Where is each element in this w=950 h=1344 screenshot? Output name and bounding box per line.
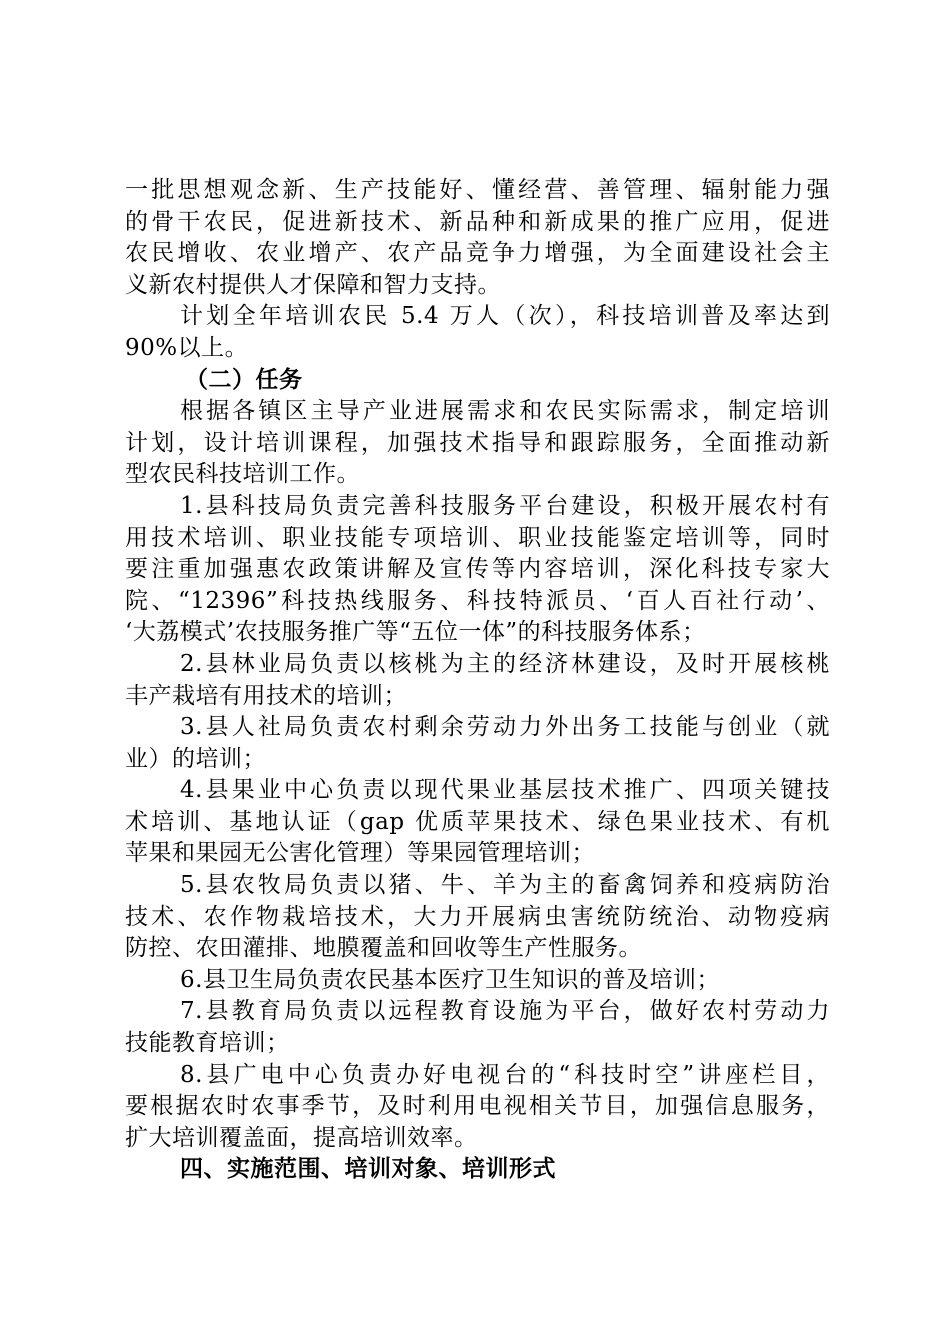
- text-line: 术培训、基地认证（gap 优质苹果技术、绿色果业技术、有机: [125, 808, 830, 835]
- section-heading: （二）任务: [185, 366, 303, 393]
- text-line: 要注重加强惠农政策讲解及宣传等内容培训，深化科技专家大: [125, 556, 830, 583]
- text-line: 5.县农牧局负责以猪、牛、羊为主的畜禽饲养和疫病防治: [180, 872, 830, 899]
- text-line: 根据各镇区主导产业进展需求和农民实际需求，制定培训: [180, 398, 830, 425]
- text-line: 要根据农时农事季节，及时利用电视相关节目，加强信息服务，: [125, 1093, 830, 1120]
- text-line: 技术、农作物栽培技术，大力开展病虫害统防统治、动物疫病: [125, 903, 830, 930]
- text-line: 的骨干农民，促进新技术、新品种和新成果的推广应用，促进: [125, 208, 830, 235]
- text-line: 苹果和果园无公害化管理）等果园管理培训；: [125, 840, 595, 867]
- text-line: 农民增收、农业增产、农产品竞争力增强，为全面建设社会主: [125, 240, 830, 267]
- text-line: 计划，设计培训课程，加强技术指导和跟踪服务，全面推动新: [125, 429, 830, 456]
- text-line: 用技术培训、职业技能专项培训、职业技能鉴定培训等，同时: [125, 524, 830, 551]
- text-line: 3.县人社局负责农村剩余劳动力外出务工技能与创业（就: [180, 714, 830, 741]
- text-line: 扩大培训覆盖面，提高培训效率。: [125, 1124, 478, 1151]
- text-line: ‘大荔模式’农技服务推广等“五位一体”的科技服务体系；: [125, 619, 706, 646]
- text-line: 型农民科技培训工作。: [125, 461, 360, 488]
- text-line: 1.县科技局负责完善科技服务平台建设，积极开展农村有: [180, 492, 830, 519]
- text-line: 7.县教育局负责以远程教育设施为平台，做好农村劳动力: [180, 998, 830, 1025]
- text-line: 防控、农田灌排、地膜覆盖和回收等生产性服务。: [125, 935, 642, 962]
- text-line: 义新农村提供人才保障和智力支持。: [125, 271, 501, 298]
- document-page: [125, 175, 830, 1186]
- text-line: 业）的培训；: [125, 745, 266, 772]
- text-line: 8.县广电中心负责办好电视台的“科技时空”讲座栏目，: [180, 1061, 830, 1088]
- text-line: 计划全年培训农民 5.4 万人（次），科技培训普及率达到: [180, 303, 830, 330]
- text-line: 一批思想观念新、生产技能好、懂经营、善管理、辐射能力强: [125, 177, 830, 203]
- text-line: 4.县果业中心负责以现代果业基层技术推广、四项关键技: [180, 777, 830, 804]
- chapter-heading: 四、实施范围、培训对象、培训形式: [180, 1156, 556, 1183]
- text-line: 院、“12396”科技热线服务、科技特派员、‘百人百社行动’、: [125, 587, 830, 614]
- text-line: 90%以上。: [125, 334, 249, 361]
- text-line: 2.县林业局负责以核桃为主的经济林建设，及时开展核桃: [180, 650, 830, 677]
- text-line: 丰产栽培有用技术的培训；: [125, 682, 407, 709]
- text-line: 技能教育培训；: [125, 1030, 290, 1057]
- text-line: 6.县卫生局负责农民基本医疗卫生知识的普及培训；: [180, 966, 720, 993]
